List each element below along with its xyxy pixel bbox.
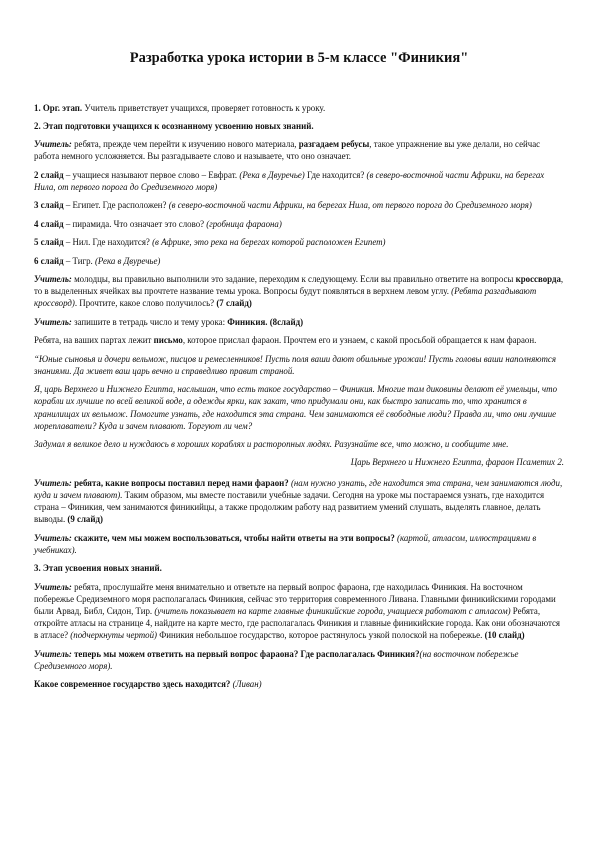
- stage-1-heading: 1. Орг. этап.: [34, 103, 83, 113]
- teacher-crossword-paragraph: [34, 273, 564, 310]
- slide-label: (10 слайд): [484, 630, 525, 641]
- italic-text: (Ребята разгадывают кроссворд): [34, 286, 537, 309]
- italic-text: (подчеркнуты чертой): [70, 630, 157, 641]
- text: ребята, прежде чем перейти к изучению нового материала,: [71, 139, 299, 150]
- slide-label: (9 слайд): [67, 514, 103, 525]
- slide-label: 4 слайд: [34, 218, 64, 229]
- italic-text: (учитель показывает на карте главные финикийские города, учащиеся работают с атласом): [154, 606, 511, 616]
- text: Ребята, на ваших партах лежит: [34, 335, 154, 346]
- slide-2-paragraph: [34, 169, 564, 193]
- italic-text: (в Африке, это река на берегах которой расположен Египет): [152, 237, 386, 248]
- text: Таким образом, мы вместе поставили учебные задачи. Сегодня на уроке мы постараемся узнать, где находится страна – Финикия, чем занимаются финикийцы, а также продолжим работу над развитием умений слушать, выделять главное, делать выводы.: [34, 489, 545, 525]
- modern-state-paragraph: [34, 678, 564, 690]
- slide-label: 3 слайд: [34, 200, 64, 211]
- teacher-label: Учитель:: [34, 532, 72, 543]
- slide-5-paragraph: [34, 236, 564, 248]
- teacher-label: Учитель:: [34, 648, 72, 659]
- italic-text: (нам нужно узнать, где находится эта страна, чем занимаются люди, куда и зачем плавают).: [34, 477, 563, 500]
- bold-text: кроссворда: [515, 273, 561, 284]
- document-page: [34, 0, 564, 697]
- italic-text: (Река в Двуречье): [239, 169, 305, 180]
- text: – пирамида. Что означает это слово?: [63, 218, 207, 229]
- letter-quote-3: [34, 438, 564, 450]
- stage-3-heading: [34, 562, 564, 574]
- teacher-label: Учитель:: [34, 581, 72, 592]
- italic-text: (Ливан): [230, 679, 262, 690]
- bold-text: Финикия. (8слайд): [227, 316, 304, 327]
- italic-text: Я, царь Верхнего и Нижнего Египта, наслышан, что есть такое государство – Финикия. Многие там диковины делают её умельцы, что корабли их лучшие по всей великой воде, а одежды ярки, как закат, что придумали они, как быстро записать то, что хранится в хранилищах их вельмож. Помогите узнать, где находится эта страна. Чем занимаются её свободные люди? Правда ли, что они лучшие мореплаватели? Куда и зачем плавают. Торгуют ли чем?: [34, 384, 558, 431]
- text: , которое прислал фараон. Прочтем его и узнаем, с какой просьбой обращается к нам фараон.: [182, 335, 537, 346]
- bold-text: скажите, чем мы можем воспользоваться, чтобы найти ответы на эти вопросы?: [71, 532, 395, 543]
- page-title: Разработка урока истории в 5-м классе "Финикия": [129, 50, 469, 66]
- slide-3-paragraph: [34, 199, 564, 211]
- stage-1-paragraph: [34, 102, 564, 114]
- italic-text: (Река в Двуречье): [94, 255, 161, 266]
- stage-2-heading-text: 2. Этап подготовки учащихся к осознанному усвоению новых знаний.: [34, 120, 314, 131]
- text: , такое упражнение вы уже делали, но сейчас работа немного усложняется. Вы разгадываете слово и называете, что оно означает.: [34, 139, 541, 162]
- bold-text: разгадаем ребусы: [298, 139, 370, 150]
- slide-label: 2 слайд: [34, 169, 64, 180]
- text: запишите в тетрадь число и тему урока:: [71, 316, 228, 327]
- letter-quote-1: [34, 353, 564, 377]
- title-spacer: [34, 67, 564, 102]
- text: Ребята, откройте атласы на странице 4, найдите на карте место, где располагалась Финикия и главные финикийские города. Как они обозначаются в атласе?: [34, 606, 560, 641]
- text: . Прочтите, какое слово получилось?: [74, 298, 217, 309]
- italic-text: (картой, атласом, иллюстрациями в учебниках).: [34, 532, 537, 555]
- italic-text: (в северо-восточной части Африки, на берегах Нила, от первого порога до Средиземного моря): [34, 169, 545, 192]
- slide-6-paragraph: [34, 255, 564, 267]
- italic-text: (гробница фараона): [206, 218, 282, 229]
- teacher-questions-paragraph: [34, 477, 564, 526]
- teacher-answer-paragraph: [34, 648, 564, 672]
- teacher-location-paragraph: [34, 581, 564, 642]
- text: – Египет. Где расположен?: [63, 200, 169, 211]
- signature-text: Царь Верхнего и Нижнего Египта, фараон Псаметих 2.: [350, 456, 564, 467]
- teacher-sources-paragraph: [34, 532, 564, 556]
- letter-quote-2: [34, 383, 564, 432]
- bold-text: теперь мы можем ответить на первый вопрос фараона? Где располагалась Финикия?: [71, 648, 420, 659]
- stage-3-heading-text: 3. Этап усвоения новых знаний.: [34, 563, 162, 574]
- text: – Нил. Где находится?: [63, 237, 153, 248]
- stage-2-heading: [34, 120, 564, 132]
- italic-text: Задумал я великое дело и нуждаюсь в хороших кораблях и расторопных людях. Разузнайте все, что можно, и сообщите мне.: [34, 439, 509, 450]
- text: молодцы, вы правильно выполнили это задание, переходим к следующему. Если вы правильно ответите на вопросы: [71, 273, 516, 284]
- bold-text: ребята, какие вопросы поставил перед нами фараон?: [71, 477, 289, 488]
- teacher-label: Учитель:: [34, 139, 72, 150]
- bold-text: письмо: [153, 335, 183, 346]
- text: Финикия небольшое государство, которое растянулось узкой полоской на побережье.: [156, 630, 485, 641]
- text: Где находится?: [304, 169, 367, 180]
- stage-1-text: Учитель приветствует учащихся, проверяет готовность к уроку.: [82, 103, 326, 113]
- teacher-label: Учитель:: [34, 273, 72, 284]
- teacher-label: Учитель:: [34, 477, 72, 488]
- letter-intro-paragraph: [34, 334, 564, 346]
- italic-text: “Юные сыновья и дочери вельмож, писцов и ремесленников! Пусть поля ваши дают обильные урожаи! Пусть головы ваши наполняются знаниями. Да живет ваш царь вечно и справедливо правит страной.: [34, 353, 556, 376]
- slide-label: 6 слайд: [34, 255, 64, 266]
- italic-text: (в северо-восточной части Африки, на берегах Нила, от первого порога до Средиземного моря): [168, 200, 532, 211]
- italic-text: (на восточном побережье Средиземного моря).: [34, 648, 519, 671]
- text: , то в выделенных ячейках вы прочтете название темы урока. Вопросы будут появляться в верхнем левом углу.: [34, 273, 564, 297]
- teacher-topic-paragraph: [34, 316, 564, 328]
- letter-signature: [34, 456, 564, 468]
- text: – Тигр.: [63, 255, 95, 266]
- teacher-label: Учитель:: [34, 316, 72, 327]
- slide-4-paragraph: [34, 218, 564, 230]
- teacher-rebus-paragraph: [34, 138, 564, 162]
- text: – учащиеся называют первое слово – Евфрат.: [63, 169, 240, 180]
- slide-label: 5 слайд: [34, 237, 64, 248]
- bold-text: Какое современное государство здесь находится?: [34, 679, 231, 690]
- text: ребята, прослушайте меня внимательно и ответьте на первый вопрос фараона, где находилась Финикия. На восточном побережье Средиземного моря располагалась Финикия, сейчас это территория современного Ливана. Главными финикийскими городами были Арвад, Библ, Сидон, Тир.: [34, 581, 556, 616]
- slide-label: (7 слайд): [216, 298, 252, 309]
